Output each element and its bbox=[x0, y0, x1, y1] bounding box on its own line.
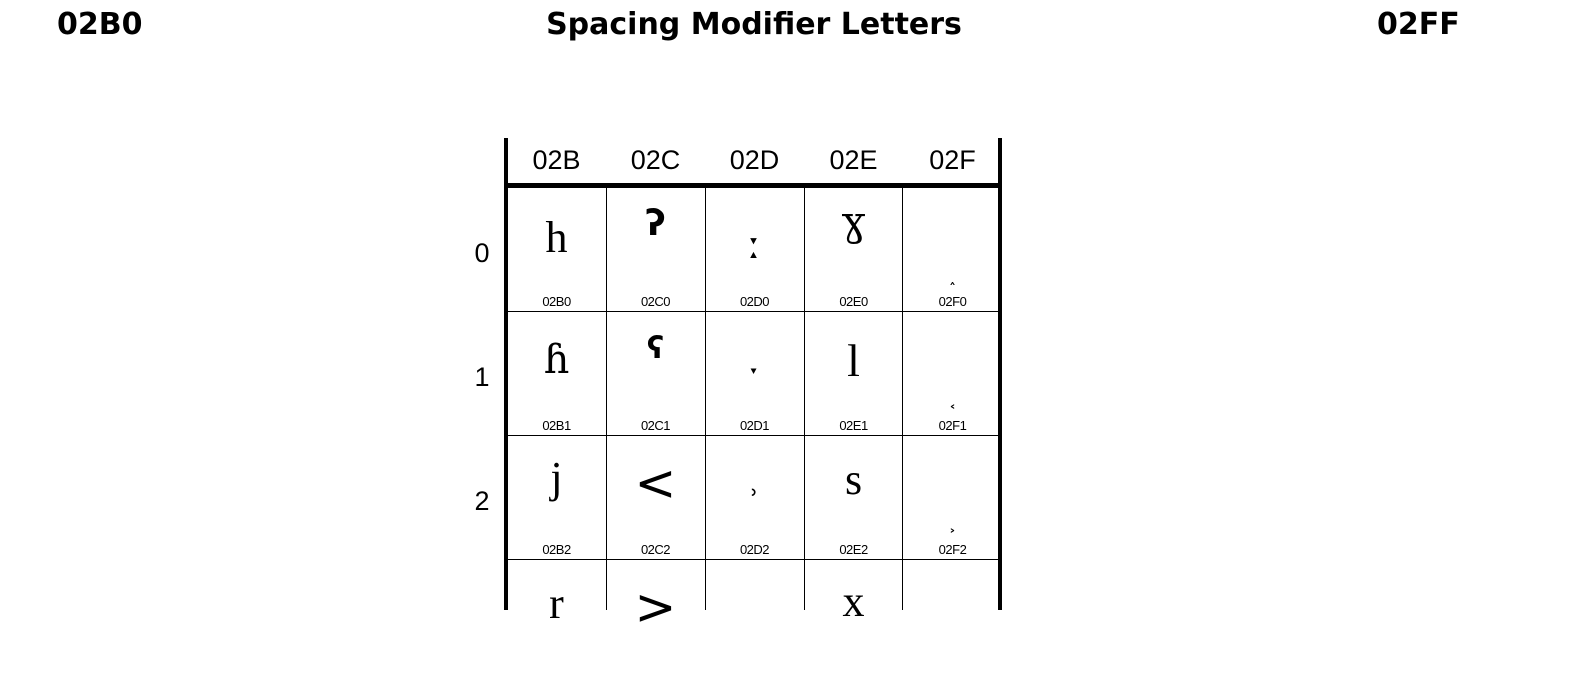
char-glyph: h bbox=[545, 213, 568, 262]
char-code: 02D1 bbox=[739, 418, 770, 433]
char-code: 02F1 bbox=[938, 418, 967, 433]
row-label: 2 bbox=[474, 486, 490, 516]
char-glyph: < bbox=[634, 454, 677, 512]
char-glyph: x bbox=[842, 577, 865, 626]
char-cell bbox=[804, 560, 903, 684]
char-glyph: > bbox=[634, 578, 677, 636]
page-title: Spacing Modifier Letters bbox=[546, 7, 962, 42]
char-cell bbox=[705, 436, 804, 560]
char-cell bbox=[705, 188, 804, 312]
char-code: 02B1 bbox=[542, 418, 571, 433]
header-rule bbox=[504, 183, 1002, 188]
char-cell bbox=[804, 436, 903, 560]
grid-line bbox=[508, 559, 998, 560]
char-code: 02E0 bbox=[839, 294, 868, 309]
char-glyph: r bbox=[549, 579, 564, 628]
char-code: 02B0 bbox=[542, 294, 571, 309]
char-glyph: l bbox=[847, 335, 860, 386]
char-cell bbox=[903, 560, 1002, 684]
grid-line bbox=[508, 311, 998, 312]
char-code: 02B2 bbox=[542, 542, 571, 557]
row-label: 1 bbox=[474, 362, 490, 392]
char-cell bbox=[705, 560, 804, 684]
char-glyph: ɦ bbox=[543, 337, 570, 383]
column-header: 02E bbox=[829, 145, 878, 175]
grid-border-right bbox=[998, 138, 1002, 610]
column-header: 02C bbox=[630, 145, 681, 175]
char-code: 02C2 bbox=[640, 542, 671, 557]
char-cell bbox=[903, 312, 1002, 436]
char-code: 02E1 bbox=[839, 418, 868, 433]
column-header: 02F bbox=[929, 145, 976, 175]
char-code: 02C1 bbox=[640, 418, 671, 433]
char-cell bbox=[804, 312, 903, 436]
char-glyph: ː bbox=[748, 223, 761, 267]
grid-line bbox=[508, 435, 998, 436]
char-code: 02F0 bbox=[938, 294, 967, 309]
char-cell bbox=[507, 312, 606, 436]
char-code: 02F2 bbox=[938, 542, 967, 557]
grid-line bbox=[606, 188, 607, 610]
char-code: 02E2 bbox=[839, 542, 868, 557]
grid-line bbox=[705, 188, 706, 610]
char-cell bbox=[606, 188, 705, 312]
column-header: 02B bbox=[532, 145, 581, 175]
char-cell bbox=[903, 188, 1002, 312]
column-header: 02D bbox=[729, 145, 780, 175]
char-code: 02D0 bbox=[739, 294, 770, 309]
char-cell bbox=[705, 312, 804, 436]
char-glyph: s bbox=[844, 455, 863, 504]
char-cell bbox=[507, 560, 606, 684]
char-glyph: j bbox=[550, 453, 563, 502]
grid-line bbox=[804, 188, 805, 610]
char-cell bbox=[606, 312, 705, 436]
char-glyph: ˰ bbox=[948, 262, 957, 287]
range-end-label: 02FF bbox=[1377, 7, 1460, 42]
char-glyph: ˑ bbox=[748, 355, 761, 395]
char-glyph: ˱ bbox=[948, 382, 957, 410]
char-glyph: ɣ bbox=[841, 199, 866, 245]
char-glyph: ʔ bbox=[645, 203, 666, 244]
grid-line bbox=[902, 188, 903, 610]
range-start-label: 02B0 bbox=[57, 7, 143, 42]
char-code: 02D2 bbox=[739, 542, 770, 557]
char-glyph: ʕ bbox=[646, 331, 665, 366]
char-glyph: ˲ bbox=[948, 506, 957, 534]
char-cell bbox=[507, 188, 606, 312]
grid-border-left bbox=[504, 138, 508, 610]
char-cell bbox=[903, 436, 1002, 560]
char-cell bbox=[606, 560, 705, 684]
char-cell bbox=[606, 436, 705, 560]
char-code: 02C0 bbox=[640, 294, 671, 309]
char-cell bbox=[507, 436, 606, 560]
char-glyph: ˒ bbox=[750, 477, 759, 510]
row-label: 0 bbox=[474, 238, 490, 268]
char-cell bbox=[804, 188, 903, 312]
